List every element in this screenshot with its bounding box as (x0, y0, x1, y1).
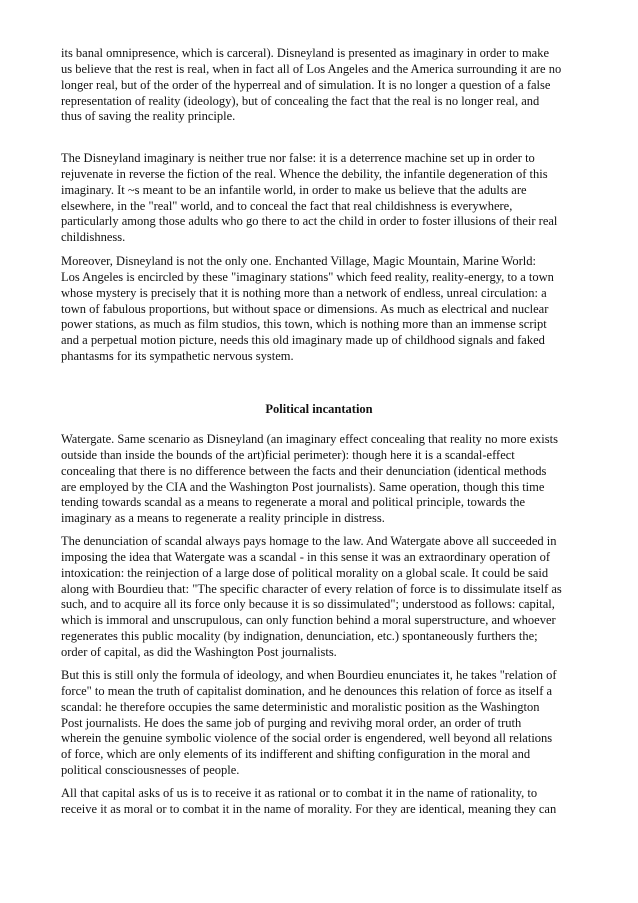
text-line: intoxication: the reinjection of a large dose of political morality on a global scale. It could be said (61, 565, 549, 580)
text-line: But this is still only the formula of ideology, and when Bourdieu enunciates it, he takes "relation of (61, 668, 557, 682)
text-line: The Disneyland imaginary is neither true nor false: it is a deterrence machine set up in order to (61, 151, 535, 165)
text-line: are employed by the CIA and the Washington Post journalists). Same operation, though this time (61, 479, 545, 494)
text-line: outside than inside the bounds of the art)ficial perimeter): though here it is a scandal-effect (61, 447, 515, 462)
text-line: along with Bourdieu that: "The specific character of every relation of force is to dissimulate itself as (61, 581, 562, 596)
text-line: imaginary as a means to regenerate a reality principle in distress. (61, 511, 385, 526)
text-line: representation of reality (ideology), but of concealing the fact that the real is no longer real, and (61, 93, 540, 108)
text-line: which is immoral and unscrupulous, can only function behind a moral superstructure, and whoever (61, 613, 556, 628)
text-line: force" to mean the truth of capitalist domination, and he denounces this relation of force as itself a (61, 683, 553, 698)
text-line: longer real, but of the order of the hyperreal and of simulation. It is no longer a question of a false (61, 77, 551, 92)
text-line: phantasms for its sympathetic nervous system. (61, 349, 294, 364)
text-line: town of fabulous proportions, but without space or dimensions. As much as electrical and nuclear (61, 301, 549, 316)
text-line: us believe that the rest is real, when in fact all of Los Angeles and the America surrounding it are no (61, 61, 562, 76)
text-line: order of capital, as did the Washington Post journalists. (61, 644, 337, 659)
text-line: and a perpetual motion picture, needs this old imaginary made up of childhood signals and faked (61, 333, 545, 348)
text-line: Los Angeles is encircled by these "imaginary stations" which feed reality, reality-energy, to a town (61, 269, 554, 284)
text-line: regenerates this public mocality (by indignation, denunciation, etc.) spontaneously furthers the; (61, 629, 538, 644)
text-line: wherein the genuine symbolic violence of the social order is engendered, well beyond all relations (61, 731, 553, 746)
paragraph-disneyland-imaginary (61, 151, 591, 246)
text-line: elsewhere, in the "real" world, and to conceal the fact that real childishness is everywhere, (61, 198, 513, 213)
text-line: particularly among those adults who go there to act the child in order to foster illusions of their real (61, 214, 558, 229)
text-line: tending towards scandal as a means to regenerate a moral and political principle, towards the (61, 495, 526, 510)
text-line: imaginary. It ~s meant to be an infantile world, in order to make us believe that the adults are (61, 182, 527, 197)
section-heading: Political incantation (265, 402, 373, 416)
text-line: The denunciation of scandal always pays homage to the law. And Watergate above all succeeded in (61, 534, 557, 548)
text-line: receive it as moral or to combat it in the name of morality. For they are identical, meaning they can (61, 801, 557, 816)
paragraph-capital-asks (61, 786, 591, 818)
paragraph-denunciation-of-scandal (61, 534, 591, 661)
text-line: Post journalists. He does the same job of purging and revivihg moral order, an order of truth (61, 715, 522, 730)
text-line: of force, which are only elements of its indifferent and shifting configuration in the moral and (61, 747, 531, 762)
paragraph-formula-of-ideology (61, 668, 591, 779)
text-line: imposing the idea that Watergate was a scandal - in this sense it was an extraordinary operation of (61, 549, 551, 564)
text-line: whose mystery is precisely that it is nothing more than a network of endless, unreal circulation: a (61, 285, 547, 300)
text-line: its banal omnipresence, which is carceral). Disneyland is presented as imaginary in order to make (61, 46, 550, 60)
paragraph-imaginary-stations (61, 254, 591, 365)
text-line: childishness. (61, 230, 126, 245)
text-line: Moreover, Disneyland is not the only one. Enchanted Village, Magic Mountain, Marine World: (61, 254, 536, 268)
text-line: political consciousnesses of people. (61, 763, 240, 778)
text-line: All that capital asks of us is to receive it as rational or to combat it in the name of rationality, to (61, 786, 538, 800)
text-line: concealing that there is no difference between the facts and their denunciation (identical methods (61, 463, 547, 478)
paragraph-watergate (61, 432, 591, 527)
text-line: scandal: he therefore occupies the same deterministic and moralistic position as the Washington (61, 699, 540, 714)
text-line: such, and to acquire all its force only because it is so dissimulated"; understood as follows: capital, (61, 597, 555, 612)
text-line: rejuvenate in reverse the fiction of the real. Whence the debility, the infantile degeneration of this (61, 166, 548, 181)
text-line: thus of saving the reality principle. (61, 109, 236, 124)
text-line: Watergate. Same scenario as Disneyland (an imaginary effect concealing that reality no more exists (61, 432, 558, 446)
text-line: power stations, as much as film studios, this town, which is nothing more than an immense script (61, 317, 547, 332)
paragraph-disneyland-hyperreal (61, 46, 591, 125)
